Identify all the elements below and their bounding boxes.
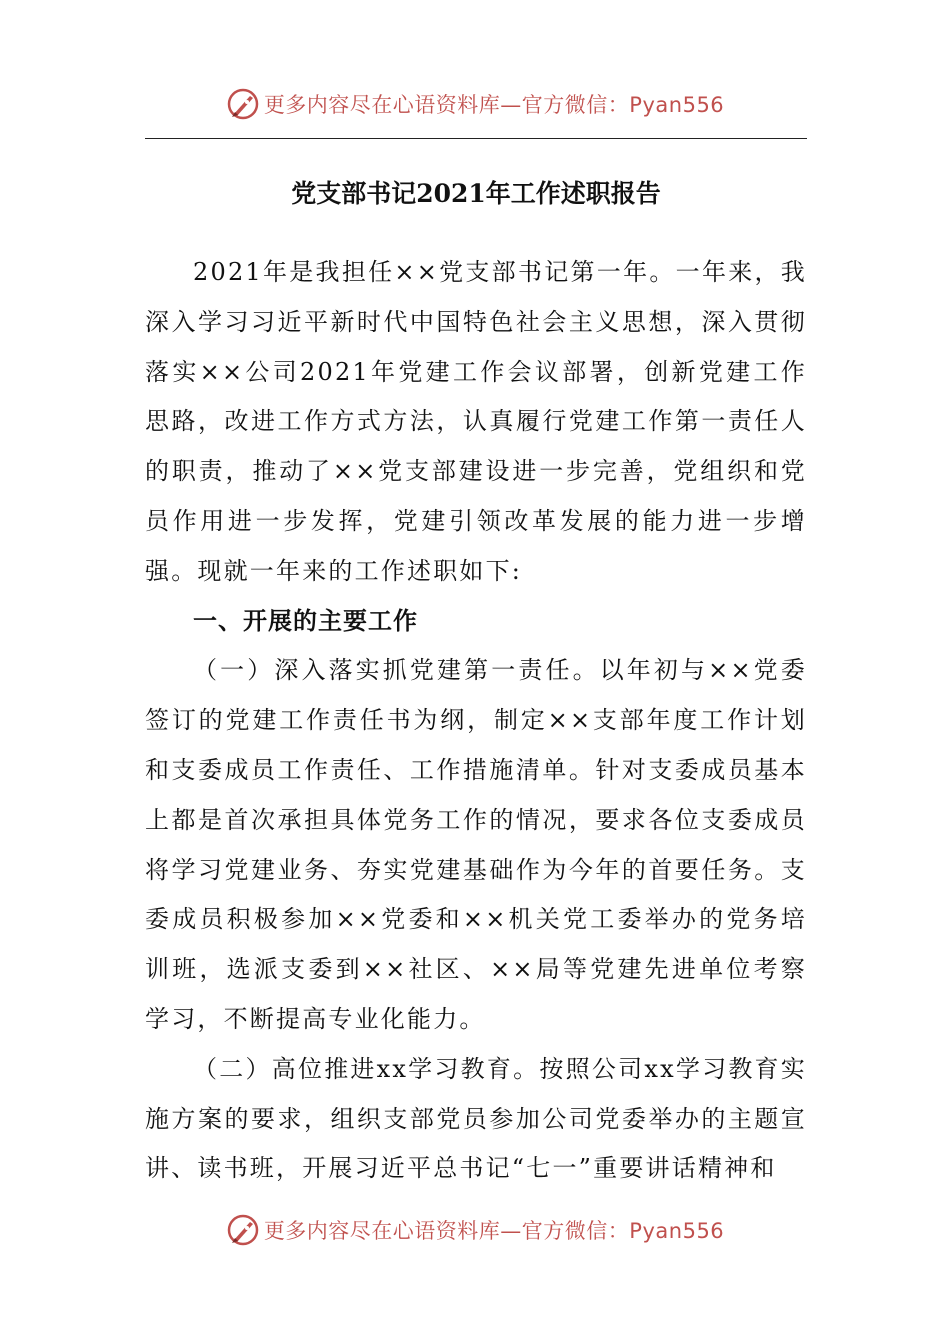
quill-pen-logo-icon	[226, 87, 260, 121]
document-title: 党支部书记2021年工作述职报告	[291, 179, 661, 208]
quill-pen-logo-icon	[226, 1213, 260, 1247]
banner-text: 更多内容尽在心语资料库—官方微信：Pyan556	[263, 93, 725, 117]
header-banner	[0, 84, 950, 124]
intro-paragraph: 2021年是我担任××党支部书记第一年。一年来，我深入学习习近平新时代中国特色社会主义思想，深入贯彻落实××公司2021年党建工作会议部署，创新党建工作思路，改进工作方式方法，认真履行党建工作第一责任人的职责，推动了××党支部建设进一步完善，党组织和党员作用进一步发挥，党建引领改革发展的能力进一步增强。现就一年来的工作述职如下:	[145, 258, 807, 585]
body-paragraph: （二）高位推进xx学习教育。按照公司xx学习教育实施方案的要求，组织支部党员参加公司党委举办的主题宣讲、读书班，开展习近平总书记“七一”重要讲话精神和	[145, 1054, 807, 1183]
header-divider	[145, 138, 807, 139]
footer-banner	[0, 1210, 950, 1250]
banner-text: 更多内容尽在心语资料库—官方微信：Pyan556	[263, 1219, 725, 1243]
document-body	[145, 248, 807, 1194]
body-paragraph: （一）深入落实抓党建第一责任。以年初与××党委签订的党建工作责任书为纲，制定××支部年度工作计划和支委成员工作责任、工作措施清单。针对支委成员基本上都是首次承担具体党务工作的情况，要求各位支委成员将学习党建业务、夯实党建基础作为今年的首要任务。支委成员积极参加××党委和××机关党工委举办的党务培训班，选派支委到××社区、××局等党建先进单位考察学习，不断提高专业化能力。	[145, 656, 807, 1033]
section-heading: 一、开展的主要工作	[193, 606, 418, 635]
